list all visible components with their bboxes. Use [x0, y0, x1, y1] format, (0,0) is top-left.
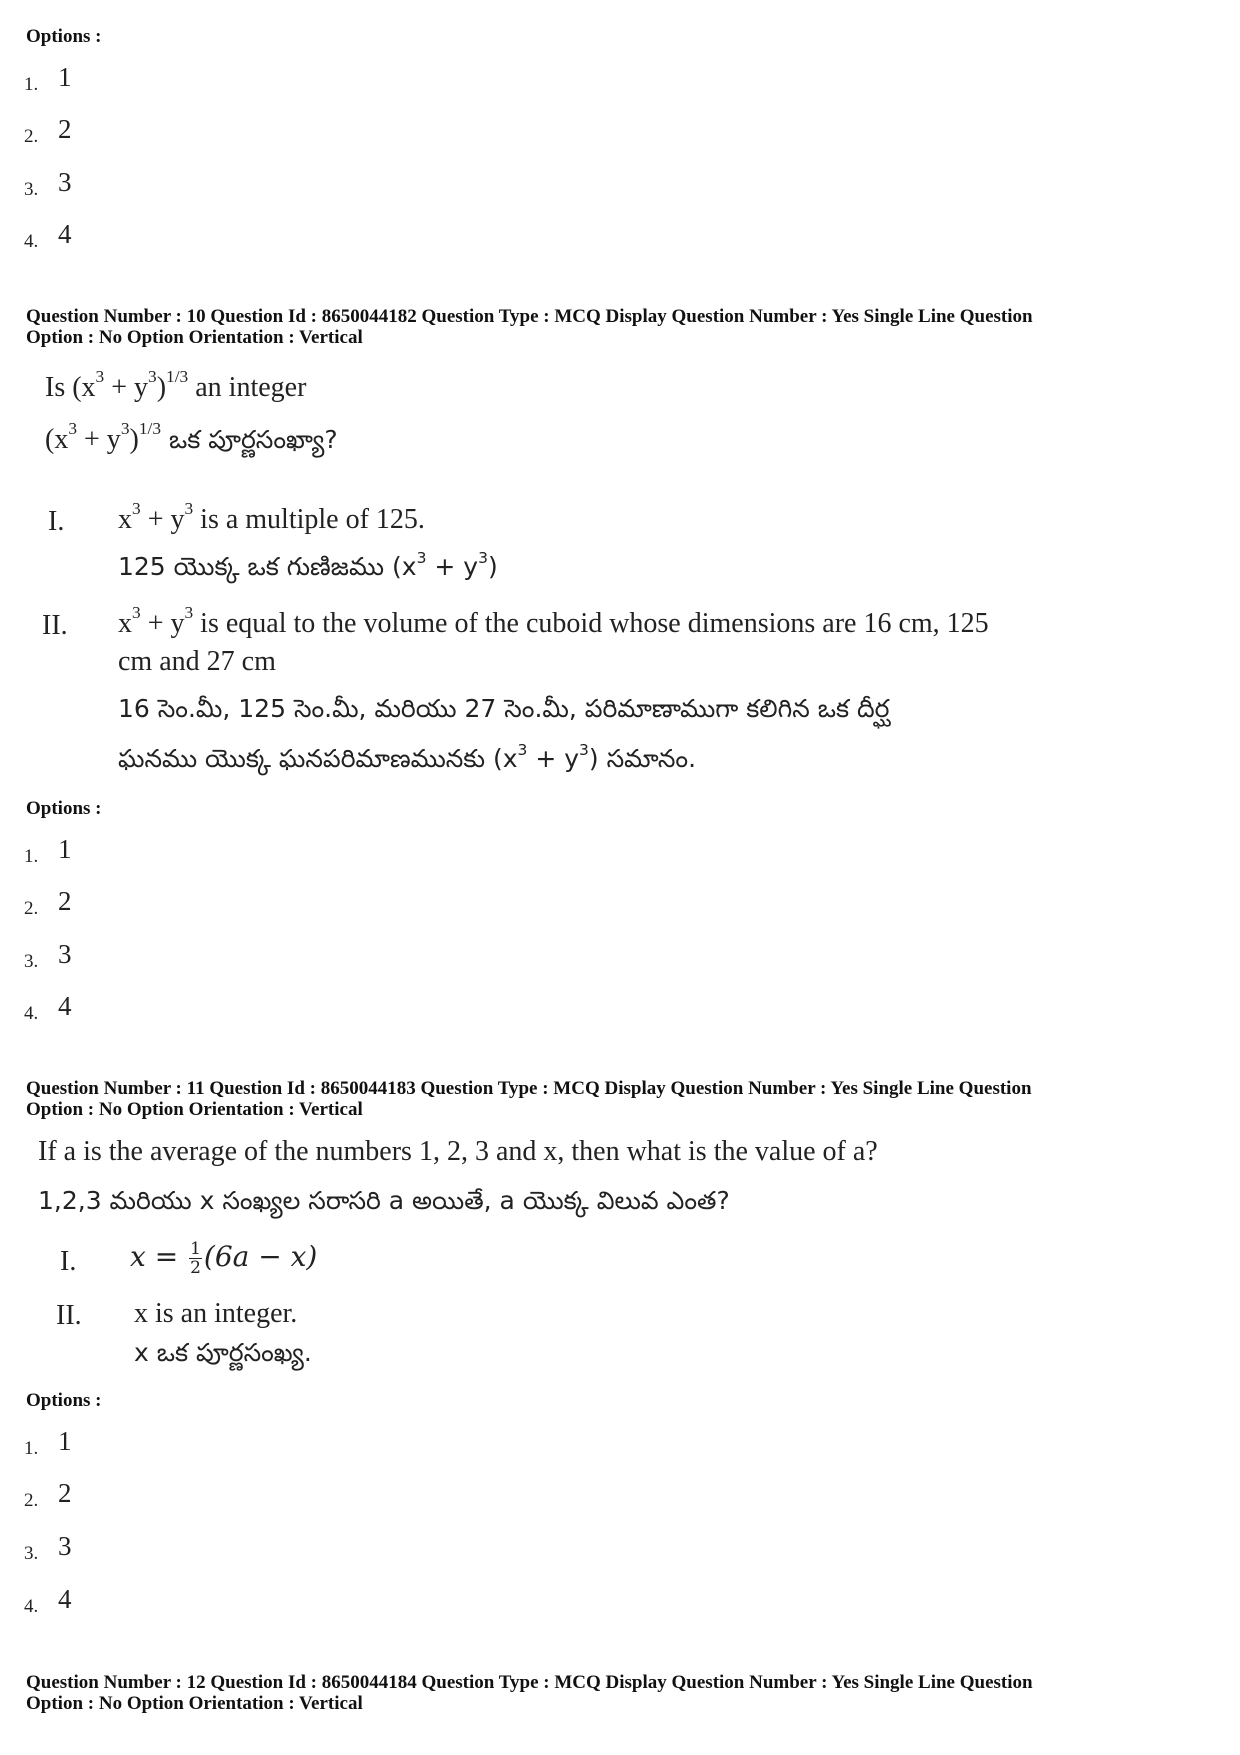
question-stem-english: Is $(x^3 + y^3)^{1/3}$ an integer	[45, 367, 307, 403]
question-meta	[26, 1078, 1032, 1120]
option-number: 4.	[24, 1003, 39, 1024]
statement-2-english-line2: cm and 27 cm	[118, 646, 276, 677]
question-meta-line1: Question Number : 12 Question Id : 8650044184 Question Type : MCQ Display Question Number : Yes Single Line Question	[26, 1672, 1033, 1693]
option-value: 3	[58, 939, 72, 969]
option-number: 2.	[24, 126, 39, 147]
option-number: 4.	[24, 231, 39, 252]
statement-2-english: x is an integer.	[134, 1298, 298, 1329]
question-stem-telugu: $(x^3 + y^3)^{1/3}$ ఒక పూర్ణసంఖ్యా?	[45, 419, 338, 455]
option-value: 2	[58, 1478, 72, 1508]
statement-2-telugu: x ఒక పూర్ణసంఖ్య.	[134, 1338, 312, 1367]
option-value: 4	[58, 219, 72, 249]
statement-2-telugu-line2: ఘనము యొక్క ఘనపరిమాణమునకు $(x^3 + y^3)$ సమానం.	[118, 740, 697, 773]
option-number: 2.	[24, 898, 39, 919]
question-meta-line1: Question Number : 10 Question Id : 8650044182 Question Type : MCQ Display Question Number : Yes Single Line Question	[26, 306, 1033, 327]
option-number: 1.	[24, 846, 39, 867]
option-number: 2.	[24, 1490, 39, 1511]
option-number: 3.	[24, 1543, 39, 1564]
option-value: 3	[58, 1531, 72, 1561]
question-stem-telugu: 1,2,3 మరియు x సంఖ్యల సరాసరి a అయితే, a యొక్క విలువ ఎంత?	[38, 1186, 730, 1215]
question-meta-line2: Option : No Option Orientation : Vertical	[26, 1693, 363, 1714]
option-value: 2	[58, 114, 72, 144]
question-meta-line1: Question Number : 11 Question Id : 8650044183 Question Type : MCQ Display Question Number : Yes Single Line Question	[26, 1078, 1032, 1099]
option-value: 4	[58, 991, 72, 1021]
fraction: $\frac{1}{2}$	[190, 1239, 201, 1278]
statement-1-equation: x = $\frac{1}{2}$ (6a − x)	[130, 1239, 318, 1278]
option-number: 3.	[24, 951, 39, 972]
option-number: 3.	[24, 179, 39, 200]
option-number: 1.	[24, 1438, 39, 1459]
statement-1-english: $x^3 + y^3$ is a multiple of 125.	[118, 499, 425, 535]
statement-number: I.	[60, 1246, 77, 1277]
option-value: 4	[58, 1584, 72, 1614]
option-number: 1.	[24, 74, 39, 95]
statement-number: I.	[48, 506, 65, 537]
statement-2-telugu-line1: 16 సెం.మీ, 125 సెం.మీ, మరియు 27 సెం.మీ, పరిమాణాముగా కలిగిన ఒక దీర్ఘ	[118, 694, 890, 723]
question-meta	[26, 1672, 1033, 1714]
question-stem-english: If a is the average of the numbers 1, 2, 3 and x, then what is the value of a?	[38, 1136, 878, 1167]
option-value: 1	[58, 1426, 72, 1456]
question-meta	[26, 306, 1033, 348]
options-label: Options :	[26, 1390, 102, 1411]
option-value: 1	[58, 834, 72, 864]
question-meta-line2: Option : No Option Orientation : Vertical	[26, 1099, 363, 1120]
statement-1-telugu: 125 యొక్క ఒక గుణిజము $(x^3 + y^3)$	[118, 548, 498, 581]
statement-number: II.	[56, 1300, 82, 1331]
statement-2-english: $x^3 + y^3$ is equal to the volume of the cuboid whose dimensions are 16 cm, 125	[118, 603, 989, 639]
options-label: Options :	[26, 798, 102, 819]
option-value: 3	[58, 167, 72, 197]
option-value: 1	[58, 62, 72, 92]
statement-number: II.	[42, 610, 68, 641]
option-number: 4.	[24, 1596, 39, 1617]
option-value: 2	[58, 886, 72, 916]
question-meta-line2: Option : No Option Orientation : Vertical	[26, 327, 363, 348]
options-label: Options :	[26, 26, 102, 47]
